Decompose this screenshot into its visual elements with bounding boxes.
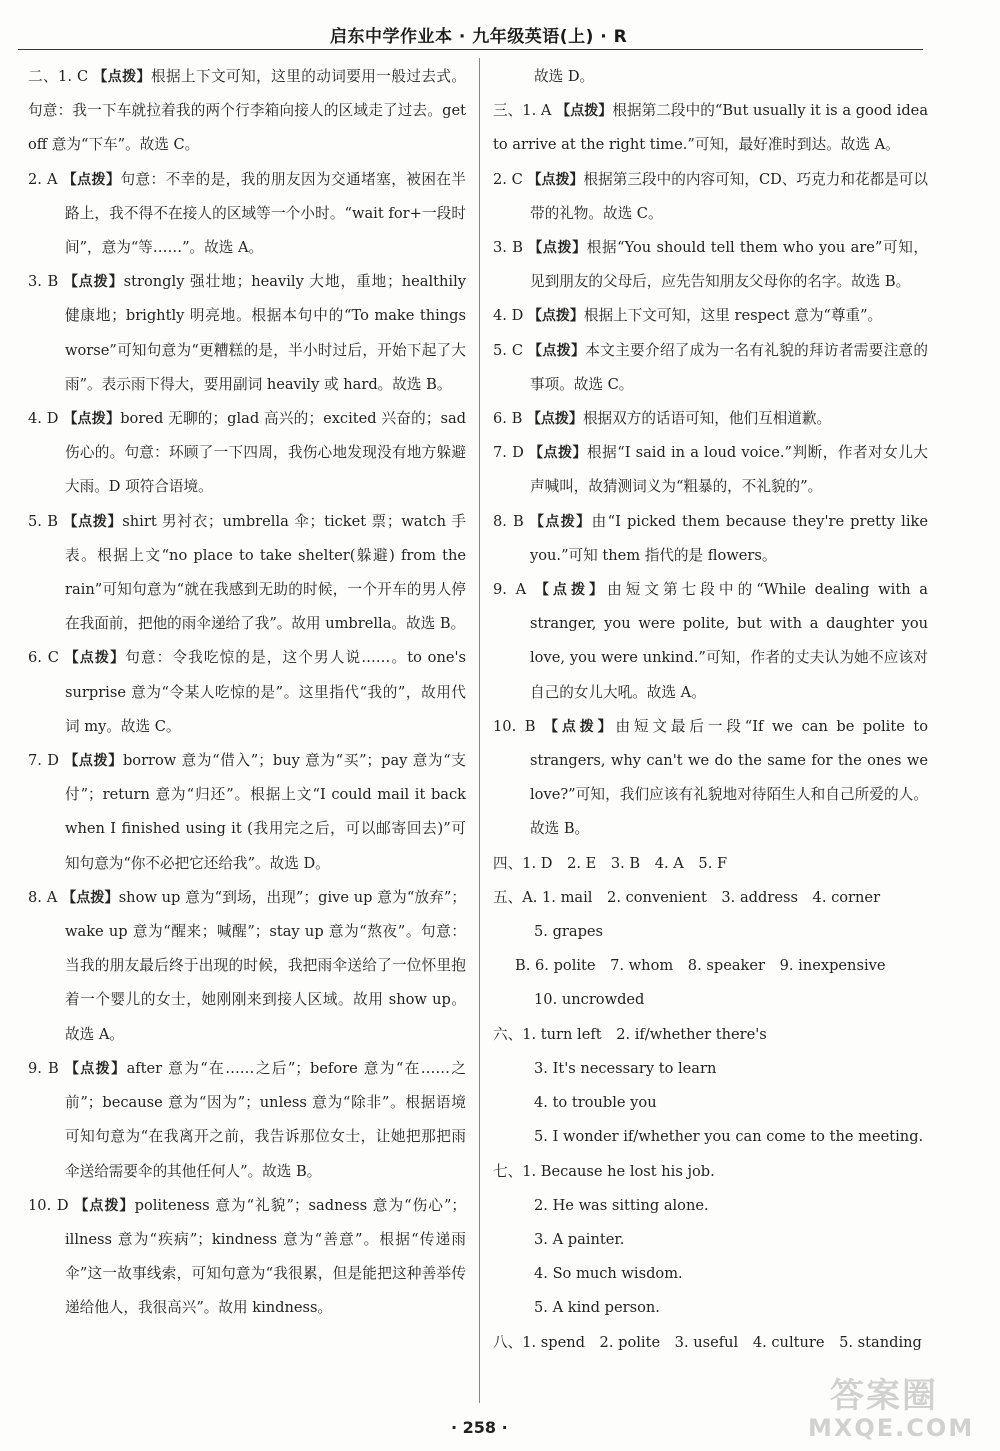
answer-text: 根据第三段中的内容可知，CD、巧克力和花都是可以带的礼物。故选 C。 <box>530 170 929 222</box>
answer-number: 8. A <box>28 888 58 906</box>
answer-item <box>28 265 466 402</box>
tip-label: 【点拨】 <box>64 650 126 667</box>
tip-label: 【点拨】 <box>527 308 584 325</box>
tip-label: 【点拨】 <box>529 513 592 530</box>
page-number: · 258 · <box>451 1418 508 1437</box>
answer-text: 句意：不幸的是，我的朋友因为交通堵塞，被困在半路上，我不得不在接人的区域等一个小时。“wait for+一段时间”，意为“等……”。故选 A。 <box>65 170 466 257</box>
tip-label: 【点拨】 <box>556 103 613 120</box>
answer-number: 三、1. A <box>493 102 552 120</box>
answer-text: 根据上下文可知，这里的动词要用一般过去式。句意：我一下车就拉着我的两个行李箱向接人的区域走了过去。get off 意为“下车”。故选 C。 <box>28 68 467 154</box>
tip-label: 【点拨】 <box>64 1060 127 1077</box>
answer-number: 6. B <box>493 410 523 428</box>
answer-number: 3. B <box>493 239 523 257</box>
continued-text: 故选 D。 <box>534 68 595 85</box>
answer-number: 7. D <box>493 444 524 462</box>
answer-item <box>28 60 466 163</box>
tip-label: 【点拨】 <box>64 753 123 770</box>
answer-item <box>493 94 928 162</box>
tip-label: 【点拨】 <box>74 1197 135 1214</box>
left-column <box>28 60 466 1326</box>
answer-text: bored 无聊的；glad 高兴的；excited 兴奋的；sad 伤心的。句意：环顾了一下四周，我伤心地发现没有地方躲避大雨。D 项符合语境。 <box>65 410 467 496</box>
answer-text: 由“I picked them because they're pretty like you.”可知 them 指代的是 flowers。 <box>530 512 928 564</box>
answer-text: 本文主要介绍了成为一名有礼貌的拜访者需要注意的事项。故选 C。 <box>530 341 929 393</box>
header-rule <box>18 49 923 50</box>
tip-label: 【点拨】 <box>93 69 151 85</box>
answer-item <box>493 299 928 333</box>
watermark-logo-text: 答案圈 <box>830 1376 938 1416</box>
tip-label: 【点拨】 <box>526 411 583 428</box>
tip-label: 【点拨】 <box>63 513 123 530</box>
answer-number: 10. B <box>493 717 536 735</box>
answer-number: 5. B <box>28 512 59 530</box>
answer-text: shirt 男衬衣；umbrella 伞；ticket 票；watch 手表。根据上文“no place to take shelter(躲避) from the rain”可知句意为“就在我感到无助的时候，一个开车的男人停在我面前，把他的雨伞递给了我”。故用 umbrella。故选 B。 <box>65 512 467 633</box>
answer-item <box>493 334 928 402</box>
section-7-line: 4. So much wisdom. <box>534 1265 683 1283</box>
tip-label: 【点拨】 <box>63 274 124 291</box>
tip-label: 【点拨】 <box>527 171 584 188</box>
answer-text: 根据上下文可知，这里 respect 意为“尊重”。 <box>583 307 883 325</box>
answer-text: 由短文最后一段“If we can be polite to strangers, why can't we do the same for the ones we love?”可知，我们应该有礼貌地对待陌生人和自己所爱的人。故选 B。 <box>530 717 929 838</box>
section-7-line: 2. He was sitting alone. <box>534 1196 709 1214</box>
answer-item <box>28 505 466 642</box>
answer-number: 4. D <box>493 307 524 325</box>
answer-number: 二、1. C <box>28 68 89 85</box>
answer-text: 根据双方的话语可知，他们互相道歉。 <box>582 410 832 428</box>
answer-item <box>28 163 466 266</box>
answer-item <box>28 1052 466 1189</box>
answer-item <box>28 1189 466 1326</box>
answer-item <box>493 505 928 573</box>
answer-item <box>28 881 466 1052</box>
answer-item <box>28 402 466 505</box>
answer-number: 2. A <box>28 170 58 188</box>
section-7-line: 七、1. Because he lost his job. <box>493 1162 715 1180</box>
tip-label: 【点拨】 <box>534 582 608 599</box>
answer-item <box>493 231 928 299</box>
section-6-line: 4. to trouble you <box>534 1094 657 1112</box>
section-6-line: 3. It's necessary to learn <box>534 1059 717 1077</box>
answer-number: 3. B <box>28 273 59 291</box>
tip-label: 【点拨】 <box>63 411 121 428</box>
tip-label: 【点拨】 <box>528 342 586 359</box>
answer-text: show up 意为“到场，出现”；give up 意为“放弃”；wake up 意为“醒来；喊醒”；stay up 意为“熬夜”。句意：当我的朋友最后终于出现的时候，我把雨伞送给了一位怀里抱着一个婴儿的女士，她刚刚来到接人区域。故用 show up。故选 A。 <box>65 888 466 1043</box>
section-4-answers: 四、1. D 2. E 3. B 4. A 5. F <box>493 854 728 872</box>
tip-label: 【点拨】 <box>62 889 119 906</box>
header-title: 启东中学作业本 · 九年级英语(上) · R <box>330 27 628 47</box>
answer-text: 根据第二段中的“But usually it is a good idea to arrive at the right time.”可知，最好准时到达。故选 A。 <box>493 102 929 154</box>
tip-label: 【点拨】 <box>528 240 587 257</box>
section-5a-line1: 五、A. 1. mail 2. convenient 3. address 4. corner <box>493 888 881 906</box>
watermark-logo <box>808 1368 988 1448</box>
tip-label: 【点拨】 <box>528 445 588 462</box>
answer-item <box>28 744 466 881</box>
answer-number: 9. A <box>493 581 527 599</box>
answer-item <box>493 163 928 231</box>
watermark-url-text: MXQE.COM <box>808 1414 975 1442</box>
section-7-line: 3. A painter. <box>534 1230 625 1248</box>
answer-number: 5. C <box>493 341 524 359</box>
answer-text: 根据“You should tell them who you are”可知，见到朋友的父母后，应先告知朋友父母你的名字。故选 B。 <box>530 239 929 291</box>
tip-label: 【点拨】 <box>62 171 121 188</box>
tip-label: 【点拨】 <box>543 718 616 735</box>
section-7-line: 5. A kind person. <box>534 1299 660 1317</box>
answer-number: 7. D <box>28 752 59 770</box>
answer-number: 9. B <box>28 1059 59 1077</box>
section-5a-line2: 5. grapes <box>534 923 604 941</box>
answer-number: 8. B <box>493 512 524 530</box>
answer-item <box>493 710 928 847</box>
answer-number: 4. D <box>28 410 59 428</box>
answer-text: 由短文第七段中的“While dealing with a stranger, you were polite, but with a daughter you love, you were unkind.”可知，作者的丈夫认为她不应该对自己的女儿大吼。故选 A。 <box>530 581 928 701</box>
section-6-line: 5. I wonder if/whether you can come to the meeting. <box>534 1128 924 1146</box>
answer-text: 句意：令我吃惊的是，这个男人说……。to one's surprise 意为“令某人吃惊的是”。这里指代“我的”，故用代词 my。故选 C。 <box>65 649 467 735</box>
answer-text: strongly 强壮地；heavily 大地，重地；healthily 健康地；brightly 明亮地。根据本句中的“To make things worse”可知句意为“更糟糕的是，半小时过后，开始下起了大雨”。表示雨下得大，要用副词 heavily 或 hard。故选 B。 <box>65 273 467 393</box>
answer-number: 2. C <box>493 170 523 188</box>
answer-item <box>493 573 928 710</box>
answer-item <box>493 402 928 436</box>
section-8-answers: 八、1. spend 2. polite 3. useful 4. culture 5. standing <box>493 1333 922 1351</box>
column-divider <box>479 58 480 1403</box>
section-5b-line2: 10. uncrowded <box>534 991 645 1009</box>
answer-number: 6. C <box>28 649 59 667</box>
answer-text: after 意为“在……之后”；before 意为“在……之前”；because 意为“因为”；unless 意为“除非”。根据语境可知句意为“在我离开之前，我告诉那位女士，让她把那把雨伞送给需要伞的其他任何人”。故选 B。 <box>65 1059 466 1180</box>
answer-text: borrow 意为“借入”；buy 意为“买”；pay 意为“支付”；return 意为“归还”。根据上文“I could mail it back when I finished using it (我用完之后，可以邮寄回去)”可知句意为“你不必把它还给我”。故选 D。 <box>65 752 466 872</box>
section-6-line: 六、1. turn left 2. if/whether there's <box>493 1025 767 1043</box>
section-5b-line1: B. 6. polite 7. whom 8. speaker 9. inexpensive <box>515 957 886 975</box>
answer-number: 10. D <box>28 1196 69 1214</box>
page-header <box>0 0 1000 54</box>
answer-text: 根据“I said in a loud voice.”判断，作者对女儿大声喊叫，故猜测词义为“粗暴的，不礼貌的”。 <box>530 444 928 496</box>
answer-item <box>28 641 466 744</box>
right-column <box>493 60 928 1360</box>
answer-text: politeness 意为“礼貌”；sadness 意为“伤心”；illness 意为“疾病”；kindness 意为“善意”。根据“传递雨伞”这一故事线索，可知句意为“我很累，但是能把这种善举传递给他人，我很高兴”。故用 kindness。 <box>65 1196 467 1317</box>
answer-item <box>493 436 928 504</box>
